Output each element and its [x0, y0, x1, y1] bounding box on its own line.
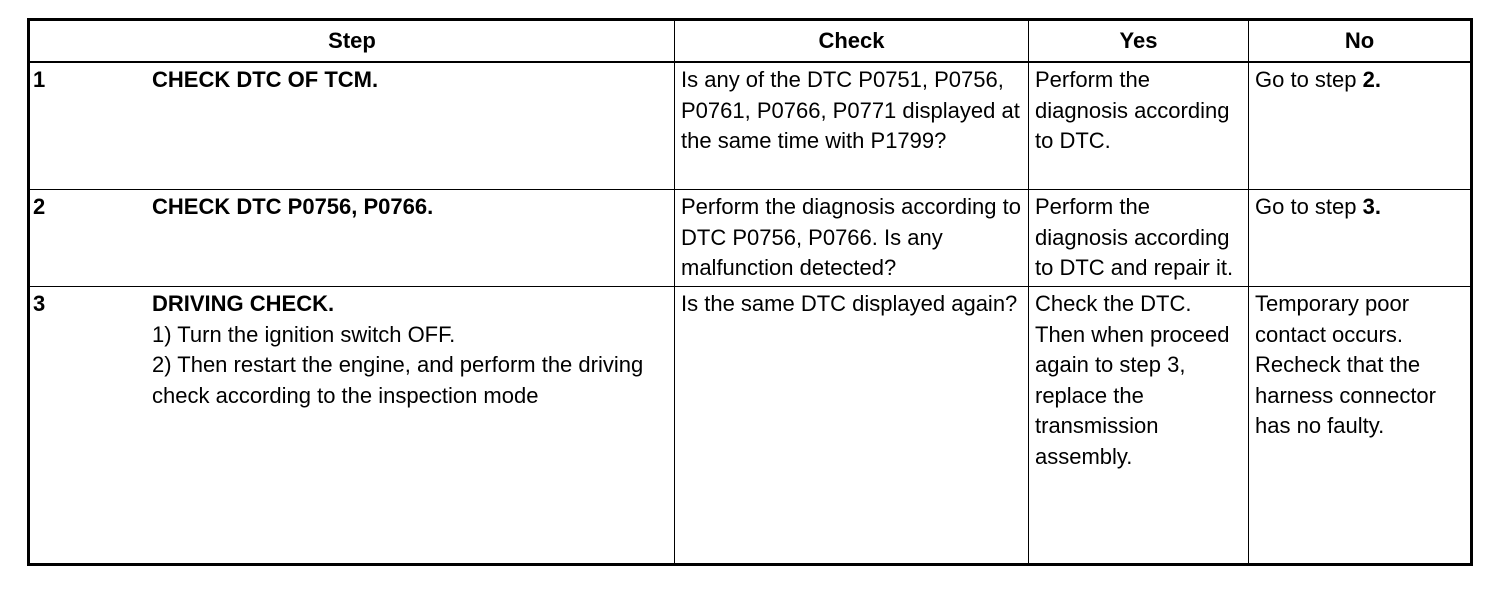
no-text — [1249, 190, 1470, 225]
check-text: Is the same DTC displayed again? — [681, 291, 1018, 316]
header-check: Check — [675, 20, 1029, 63]
step-title: CHECK DTC OF TCM. — [152, 67, 379, 92]
no-cell — [1249, 62, 1472, 190]
no-text: Temporary poor contact occurs. Recheck that the harness connector has no faulty. — [1255, 291, 1436, 438]
step-body — [152, 287, 674, 411]
no-prefix: Go to step — [1255, 67, 1363, 92]
yes-text: Perform the diagnosis according to DTC and repair it. — [1035, 194, 1234, 280]
header-yes: Yes — [1029, 20, 1249, 63]
step-cell — [29, 190, 675, 287]
yes-cell — [1029, 190, 1249, 287]
yes-text: Perform the diagnosis according to DTC. — [1035, 67, 1230, 153]
no-step-ref: 3. — [1362, 194, 1381, 219]
step-cell — [29, 62, 675, 190]
check-text: Is any of the DTC P0751, P0756, P0761, P0766, P0771 displayed at the same time with P1799? — [681, 67, 1020, 153]
step-body — [152, 63, 674, 96]
step-title: DRIVING CHECK. — [152, 291, 335, 316]
no-cell — [1249, 190, 1472, 287]
table-header-row — [29, 20, 1472, 63]
substep-item: 1) Turn the ignition switch OFF. — [152, 321, 456, 347]
check-cell — [675, 62, 1029, 190]
header-step: Step — [29, 20, 675, 63]
step-cell — [29, 287, 675, 565]
header-no: No — [1249, 20, 1472, 63]
check-text: Perform the diagnosis according to DTC P0756, P0766. Is any malfunction detected? — [681, 194, 1021, 280]
check-cell — [675, 190, 1029, 287]
yes-cell — [1029, 62, 1249, 190]
yes-text: Check the DTC. Then when proceed again to step 3, replace the transmission assembly. — [1035, 291, 1230, 469]
table-row — [29, 287, 1472, 565]
yes-cell — [1029, 287, 1249, 565]
no-text — [1249, 63, 1470, 98]
step-number: 2 — [33, 194, 46, 219]
step-number: 3 — [33, 291, 46, 316]
step-number: 1 — [33, 67, 46, 92]
diagnostic-table — [27, 18, 1473, 566]
table-row — [29, 62, 1472, 190]
table-row — [29, 190, 1472, 287]
step-title: CHECK DTC P0756, P0766. — [152, 194, 434, 219]
no-prefix: Go to step — [1255, 194, 1363, 219]
substep-item: 2) Then restart the engine, and perform the driving check according to the inspection mode — [152, 352, 644, 408]
no-cell — [1249, 287, 1472, 565]
no-step-ref: 2. — [1362, 67, 1381, 92]
check-cell — [675, 287, 1029, 565]
step-body — [152, 190, 674, 223]
